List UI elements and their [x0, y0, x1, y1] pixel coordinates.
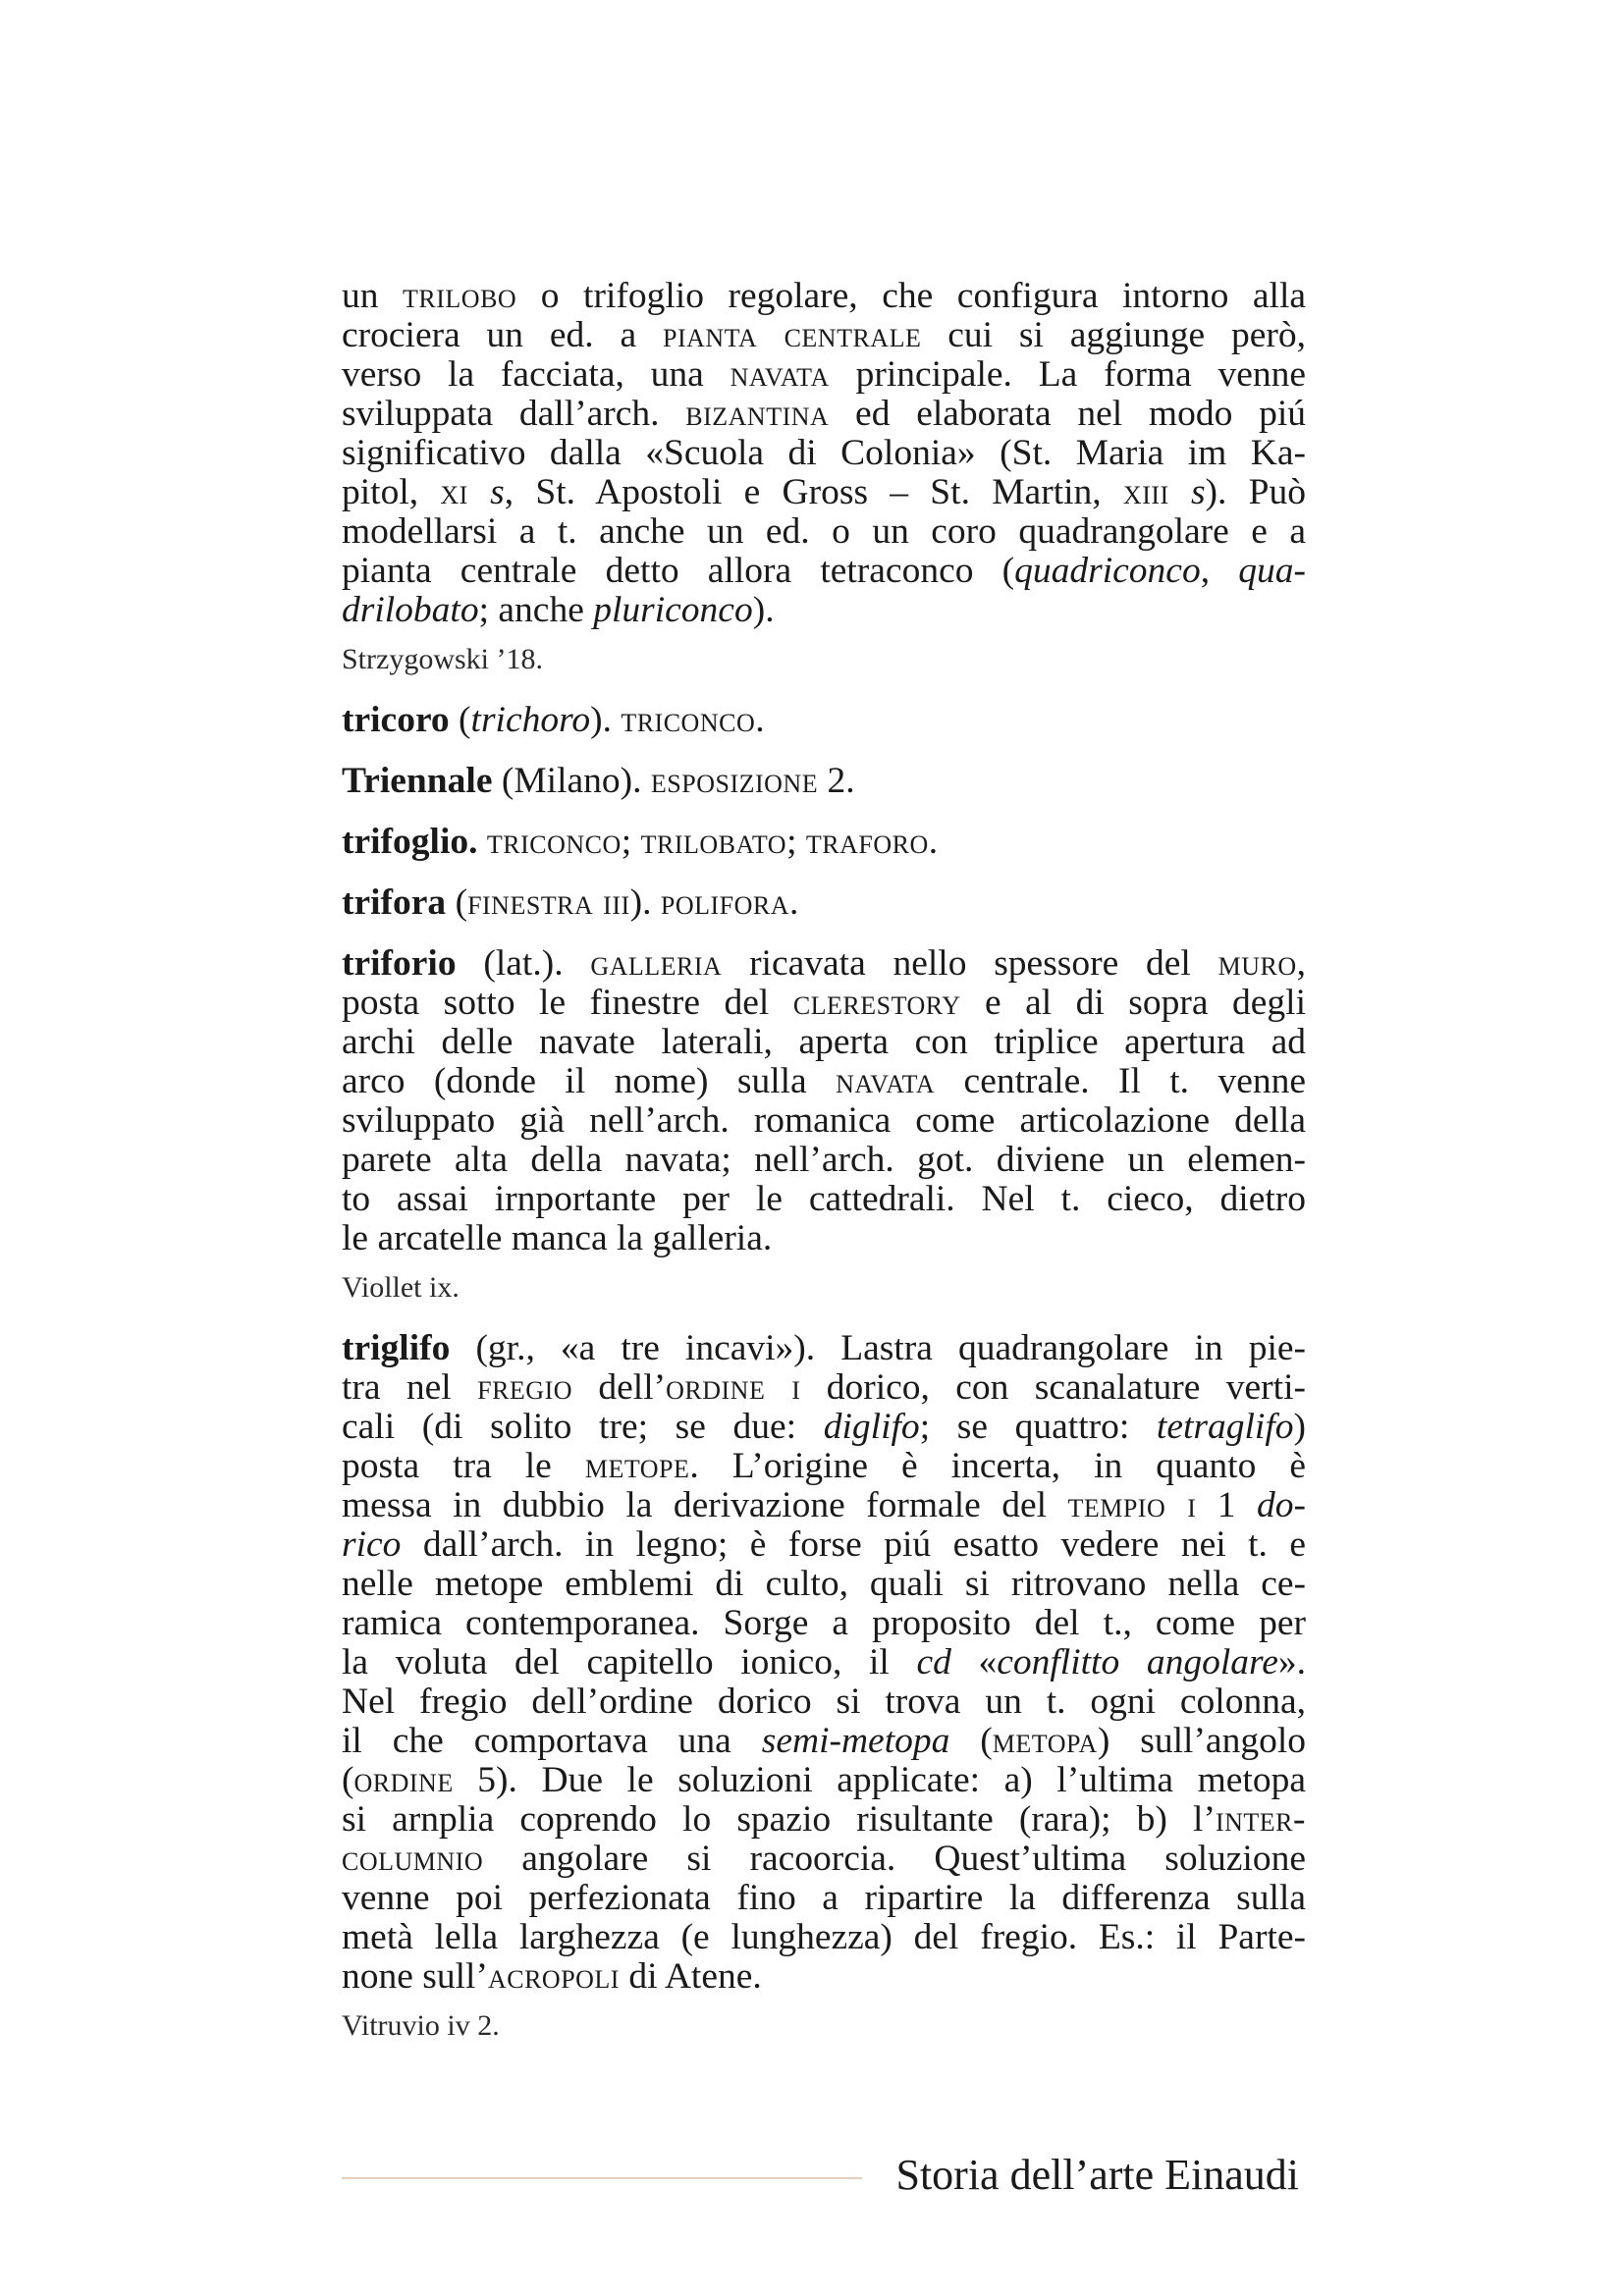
text-line: pitol, xi s, St. Apostoli e Gross – St. Martin, xiii s). Può [342, 472, 1307, 512]
italic-term: s [490, 472, 505, 512]
cross-reference: tempio i [1067, 1485, 1197, 1525]
italic-term: conflitto angolare [997, 1642, 1278, 1682]
cross-reference: fregio [477, 1367, 573, 1408]
text-line: un trilobo o trifoglio regolare, che configura intorno alla [342, 276, 1307, 316]
cross-reference: polifora. [660, 882, 799, 923]
cross-reference: traforo. [805, 822, 939, 862]
text-line: modellarsi a t. anche un ed. o un coro quadrangolare e a [342, 511, 1306, 552]
cross-reference: acropoli [487, 1956, 620, 1997]
text-line: sviluppato già nell’arch. romanica come articolazione della [342, 1100, 1306, 1141]
headword: trifoglio. [342, 822, 478, 862]
text-line: sviluppata dall’arch. bizantina ed elaborata nel modo piú [342, 394, 1306, 434]
cross-reference: esposizione [650, 761, 819, 801]
text-line: ramica contemporanea. Sorge a proposito del t., come per [342, 1603, 1306, 1643]
text-line: arco (donde il nome) sulla navata centrale. Il t. venne [342, 1061, 1306, 1101]
text-line: la voluta del capitello ionico, il cd «conflitto angolare». [342, 1642, 1306, 1682]
entry-triforio [342, 944, 1306, 1258]
cross-reference: xi [440, 472, 468, 512]
headword: Triennale [342, 761, 493, 801]
italic-term: qua- [1238, 551, 1307, 591]
text-line: cali (di solito tre; se due: diglifo; se quattro: tetraglifo) [342, 1407, 1306, 1447]
headword: triforio [342, 943, 457, 984]
cross-reference: trilobato [640, 822, 787, 862]
footer-rule [342, 2177, 862, 2179]
text-line: triforio (lat.). galleria ricavata nello spessore del muro, [342, 943, 1306, 984]
entry-triglifo [342, 1329, 1306, 1997]
entry-tricoro [342, 701, 1306, 740]
text-line: Nel fregio dell’ordine dorico si trova un t. ogni colonna, [342, 1682, 1306, 1722]
text-line: none sull’acropoli di Atene. [342, 1956, 762, 1997]
cross-reference: clerestory [792, 983, 961, 1023]
text-line: venne poi perfezionata fino a ripartire la differenza sulla [342, 1878, 1306, 1918]
text-line: il che comportava una semi-metopa (metopa) sull’angolo [342, 1721, 1306, 1761]
bibliography-ref: Strzygowski ’18. [342, 643, 543, 675]
cross-reference: triconco [486, 822, 622, 862]
text-line: tra nel fregio dell’ordine i dorico, con scanalature verti- [342, 1367, 1306, 1408]
cross-reference: navata [730, 354, 830, 395]
text-line: archi delle navate laterali, aperta con triplice apertura ad [342, 1022, 1306, 1062]
text-line: posta tra le metope. L’origine è incerta, in quanto è [342, 1446, 1306, 1486]
entry-triennale [342, 762, 1306, 801]
cross-reference: trilobo [403, 276, 517, 316]
page-body [342, 277, 1306, 2067]
italic-term: rico [342, 1524, 402, 1565]
text-line: Triennale (Milano). esposizione 2. [342, 761, 855, 801]
headword: trifora [342, 882, 447, 923]
cross-reference: metopa [992, 1721, 1098, 1761]
italic-term: do- [1257, 1485, 1306, 1525]
text-line: significativo dalla «Scuola di Colonia» (St. Maria im Ka- [342, 433, 1306, 473]
headword: triglifo [342, 1328, 451, 1368]
cross-reference: metope [584, 1446, 690, 1486]
italic-term: semi-metopa [761, 1721, 950, 1761]
bibliography-ref: Vitruvio iv 2. [342, 2009, 500, 2042]
text-line: to assai irnportante per le cattedrali. Nel t. cieco, dietro [342, 1179, 1306, 1219]
cross-reference: bizantina [685, 394, 830, 434]
text-line: tricoro (trichoro). triconco. [342, 700, 766, 740]
cross-reference: ordine [353, 1760, 454, 1800]
footer-publication-title: Storia dell’arte Einaudi [895, 2151, 1299, 2199]
headword: tricoro [342, 700, 450, 740]
text-line: pianta centrale detto allora tetraconco (quadriconco, qua- [342, 551, 1307, 591]
italic-term: tetraglifo [1156, 1407, 1294, 1447]
cross-reference: galleria [590, 943, 723, 984]
text-line: posta sotto le finestre del clerestory e al di sopra degli [342, 983, 1306, 1023]
cross-reference: finestra iii [467, 882, 630, 923]
cross-reference: pianta centrale [663, 315, 922, 355]
text-line: si arnplia coprendo lo spazio risultante (rara); b) l’inter- [342, 1799, 1306, 1840]
entry-trifora [342, 883, 1306, 923]
text-line: parete alta della navata; nell’arch. got. diviene un elemen- [342, 1140, 1306, 1180]
cross-reference: triconco. [621, 700, 766, 740]
text-line: trifora (finestra iii). polifora. [342, 882, 799, 923]
cross-reference: columnio [342, 1839, 484, 1879]
text-line: metà lella larghezza (e lunghezza) del fregio. Es.: il Parte- [342, 1917, 1306, 1957]
italic-term: trichoro [470, 700, 591, 740]
italic-term: cd [916, 1642, 951, 1682]
entry-trilobo-continuation [342, 277, 1306, 630]
italic-term: diglifo [823, 1407, 920, 1447]
italic-term: drilobato [342, 590, 479, 630]
cross-reference: inter- [1215, 1799, 1306, 1840]
text-line: columnio angolare si racoorcia. Quest’ultima soluzione [342, 1839, 1306, 1879]
bibliography-ref: Viollet ix. [342, 1271, 460, 1304]
cross-reference: xiii [1122, 472, 1169, 512]
entry-trifoglio [342, 823, 1306, 862]
text-line: drilobato; anche pluriconco). [342, 590, 775, 630]
italic-term: pluriconco [593, 590, 753, 630]
cross-reference: ordine i [666, 1367, 801, 1408]
cross-reference: navata [836, 1061, 936, 1101]
cross-reference: muro [1217, 943, 1297, 984]
text-line: triglifo (gr., «a tre incavi»). Lastra quadrangolare in pie- [342, 1328, 1306, 1368]
text-line: verso la facciata, una navata principale. La forma venne [342, 354, 1306, 395]
italic-term: s [1190, 472, 1206, 512]
text-line: trifoglio. triconco; trilobato; traforo. [342, 822, 939, 862]
text-line: nelle metope emblemi di culto, quali si ritrovano nella ce- [342, 1564, 1306, 1604]
text-line: (ordine 5). Due le soluzioni applicate: a) l’ultima metopa [342, 1760, 1306, 1800]
text-line: messa in dubbio la derivazione formale del tempio i 1 do- [342, 1485, 1306, 1525]
italic-term: quadriconco [1014, 551, 1201, 591]
text-line: le arcatelle manca la galleria. [342, 1218, 773, 1258]
text-line: rico dall’arch. in legno; è forse piú esatto vedere nei t. e [342, 1524, 1306, 1565]
text-line: crociera un ed. a pianta centrale cui si aggiunge però, [342, 315, 1307, 355]
